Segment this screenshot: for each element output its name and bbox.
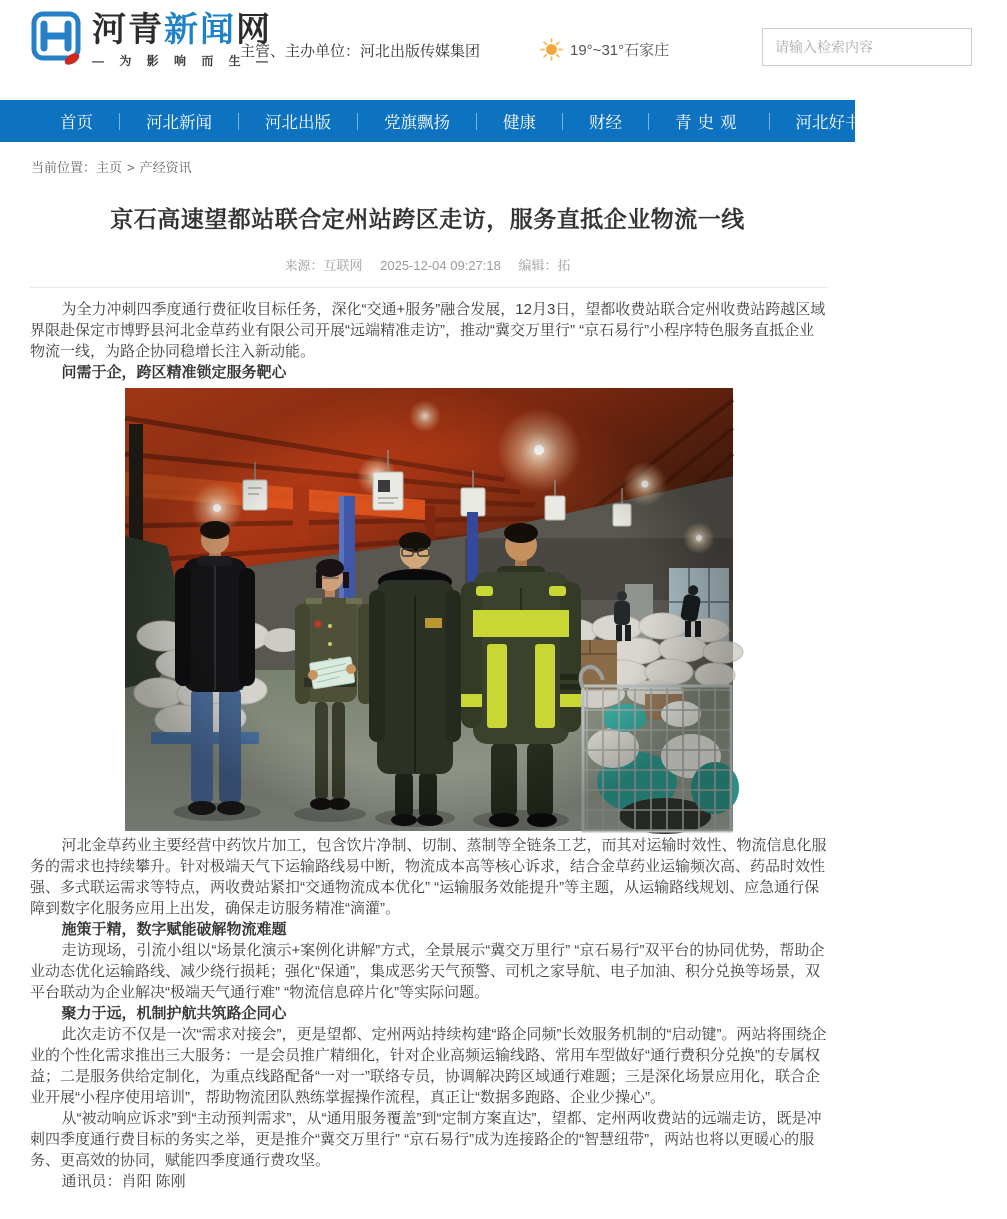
byline: 通讯员：肖阳 陈刚 [61, 1173, 186, 1190]
logo-h-icon [30, 10, 84, 73]
nav-item-health[interactable]: 健康 [503, 114, 536, 132]
weather-text: 19°~31°石家庄 [570, 42, 670, 59]
article-datetime: 2025-12-04 09:27:18 [380, 258, 501, 273]
nav-item-home[interactable]: 首页 [60, 114, 93, 132]
site-name: 河青新闻网 [92, 11, 272, 49]
article-body [0, 288, 855, 1192]
main-nav [0, 100, 981, 142]
paragraph: 为全力冲刺四季度通行费征收目标任务，深化“交通+服务”融合发展，12月3日，望都收费站联合定州收费站跨越区域界限赴保定市博野县河北金草药业有限公司开展“远端精准走访”，推动“冀交万里行” “京石易行”小程序特色服务直抵企业物流一线，为路企协同稳增长注入新动能。 [30, 301, 826, 360]
nav-item-party-flag[interactable]: 党旗飘扬 [384, 114, 450, 132]
search-input[interactable] [762, 28, 972, 66]
breadcrumb-current-link[interactable]: 产经资讯 [139, 160, 192, 175]
article-main [0, 203, 855, 1192]
organizer-text: 主管、主办单位：河北出版传媒集团 [240, 43, 481, 60]
breadcrumb-separator: > [127, 160, 135, 175]
article-meta [0, 255, 855, 274]
section-subhead: 施策于精，数字赋能破解物流难题 [61, 921, 287, 938]
paragraph: 从“被动响应诉求”到“主动预判需求”，从“通用服务覆盖”到“定制方案直达”，望都、定州两收费站的远端走访，既是冲刺四季度通行费目标的务实之举，更是推介“冀交万里行” “京石易行”成为连接路企的“智慧纽带”，两站也将以更暖心的服务、更高效的协同，赋能四季度通行费攻坚。 [30, 1110, 822, 1169]
nav-item-finance[interactable]: 财经 [589, 114, 622, 132]
sun-icon [540, 38, 563, 61]
paragraph: 河北金草药业主要经营中药饮片加工，包含饮片净制、切制、蒸制等全链条工艺，而其对运输时效性、物流信息化服务的需求也持续攀升。针对极端天气下运输路线易中断，物流成本高等核心诉求，结合金草药业运输频次高、药品时效性强、多式联运需求等特点，两收费站紧扣“交通物流成本优化” “运输服务效能提升”等主题，从运输路线规划、应急通行保障到数字化服务应用上出发，确保走访服务精准“滴灌”。 [30, 837, 827, 917]
warehouse-photo-illustration [125, 388, 733, 831]
article-editor: 编辑：拓 [518, 258, 571, 273]
nav-item-hebei-news[interactable]: 河北新闻 [146, 114, 212, 132]
nav-item-hebei-books[interactable]: 河北好书 [795, 114, 862, 132]
article-source: 来源：互联网 [284, 258, 363, 273]
paragraph: 走访现场，引流小组以“场景化演示+案例化讲解”方式，全景展示“冀交万里行” “京石易行”双平台的协同优势，帮助企业动态优化运输路线、减少绕行损耗；强化“保通”，集成恶劣天气预警、司机之家导航、电子加油、积分兑换等场景，双平台联动为企业解决“极端天气通行难” “物流信息碎片化”等实际问题。 [30, 942, 825, 1001]
article-photo [125, 388, 733, 831]
paragraph: 此次走访不仅是一次“需求对接会”，更是望都、定州两站持续构建“路企同频”长效服务机制的“启动键”。两站将围绕企业的个性化需求推出三大服务：一是会员推广精细化，针对企业高频运输线路、常用车型做好“通行费积分兑换”的专属权益；二是服务供给定制化，为重点线路配备“一对一”联络专员，协调解决跨区域通行难题；三是深化场景应用化，联合企业开展“小程序使用培训”，帮助物流团队熟练掌握操作流程，真正让“数据多跑路、企业少操心”。 [30, 1026, 827, 1106]
site-logo[interactable] [30, 10, 274, 73]
nav-item-hebei-publishing[interactable]: 河北出版 [265, 114, 331, 132]
breadcrumb-home-link[interactable]: 主页 [96, 160, 123, 175]
section-subhead: 聚力于远，机制护航共筑路企同心 [61, 1005, 287, 1022]
breadcrumb-label: 当前位置： [31, 160, 97, 175]
weather-widget [540, 38, 669, 61]
site-tagline: — 为 影 响 而 生 — [92, 54, 275, 68]
nav-item-rumor-debunking[interactable]: 全民辟谣 [914, 114, 981, 132]
nav-item-history-view[interactable]: 青史观 [675, 114, 743, 132]
site-header [0, 0, 855, 100]
article-title: 京石高速望都站联合定州站跨区走访，服务直抵企业物流一线 [110, 206, 745, 232]
section-subhead: 问需于企，跨区精准锁定服务靶心 [61, 364, 287, 381]
breadcrumb [31, 157, 855, 176]
search-box [762, 28, 972, 66]
